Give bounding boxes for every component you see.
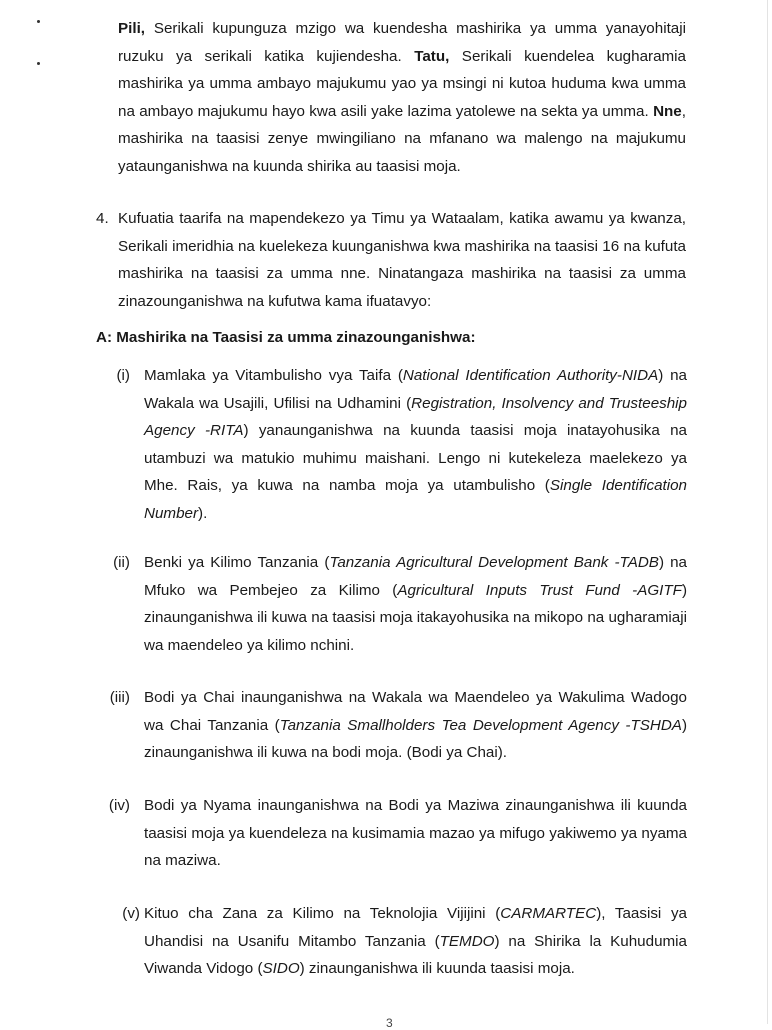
- item-label: (v): [122, 905, 140, 922]
- item-text: ) na Mfuko wa Pembejeo za Kilimo (: [144, 554, 688, 599]
- intro-text-2: Serikali kuendelea kugharamia mashirika ya umma ambayo majukumu yao ya msingi ni kutoa huduma kwa umma na ambayo majukumu hayo kwa asili yake lazima yatolewe na sekta ya umma.: [118, 47, 686, 120]
- item-text: Benki ya Kilimo Tanzania (: [144, 554, 330, 571]
- item-text: Bodi ya Nyama inaunganishwa na Bodi ya Maziwa zinaunganishwa ili kuunda taasisi moja ya kuendeleza na kusimamia mazao ya mifugo yakiwemo ya nyama na maziwa.: [144, 797, 687, 870]
- item-english-term: SIDO: [262, 960, 300, 978]
- intro-text-1: Serikali kupunguza mzigo wa kuendesha mashirika ya umma yanayohitaji ruzuku ya serikali katika kujiendesha.: [118, 20, 686, 65]
- scan-speck: [37, 20, 40, 23]
- item-english-term: Tanzania Agricultural Development Bank -TADB: [329, 554, 659, 571]
- list-item: [144, 684, 687, 767]
- intro-paragraph: [118, 15, 686, 181]
- item-label: (ii): [113, 554, 130, 571]
- list-item: [144, 549, 687, 659]
- item-english-term: CARMARTEC: [500, 905, 597, 922]
- page-edge: [767, 0, 768, 1024]
- lead-tatu: Tatu,: [414, 47, 450, 65]
- section-heading: A: Mashirika na Taasisi za umma zinazounganishwa:: [96, 329, 476, 346]
- item-text: ) zinaunganishwa ili kuwa na bodi moja. (Bodi ya Chai).: [144, 716, 688, 762]
- item-english-term: Single Identification Number: [144, 477, 688, 522]
- lead-nne: Nne: [653, 102, 682, 120]
- scan-speck: [37, 62, 40, 65]
- item-english-term: Registration, Insolvency and Trusteeship Agency -RITA: [144, 394, 688, 440]
- list-item: [144, 900, 687, 983]
- list-item: [144, 792, 687, 875]
- item-text: ) zinaunganishwa ili kuunda taasisi moja.: [299, 960, 575, 978]
- paragraph-4: Kufuatia taarifa na mapendekezo ya Timu ya Wataalam, katika awamu ya kwanza, Serikali imeridhia na kuelekeza kuunganishwa kwa mashirika na taasisi 16 na kufuta mashirika na taasisi za umma nne. Ninatangaza mashirika na taasisi za umma zinazounganishwa na kufutwa kama ifuatavyo:: [118, 210, 686, 310]
- page-number: 3: [386, 1016, 393, 1030]
- item-english-term: National Identification Authority-NIDA: [402, 367, 659, 384]
- item-text: ) na Wakala wa Usajili, Ufilisi na Udhamini (: [144, 367, 687, 412]
- item-text: ), Taasisi ya Uhandisi na Usanifu Mitambo Tanzania (: [144, 905, 687, 950]
- item-english-term: Tanzania Smallholders Tea Development Agency -TSHDA: [279, 716, 682, 734]
- item-text: ).: [198, 504, 208, 522]
- intro-text-3: , mashirika na taasisi zenye mwingiliano na mfanano wa malengo na majukumu yataunganishwa na kuunda shirika au taasisi moja.: [118, 102, 686, 175]
- paragraph-number: 4.: [96, 210, 109, 227]
- item-label: (iii): [109, 689, 130, 706]
- item-english-term: TEMDO: [439, 932, 495, 950]
- item-text: Mamlaka ya Vitambulisho vya Taifa (: [144, 367, 403, 384]
- item-label: (iv): [108, 797, 130, 814]
- lead-pili: Pili,: [118, 20, 146, 37]
- item-text: Kituo cha Zana za Kilimo na Teknolojia Vijijini (: [144, 905, 501, 922]
- list-item: [144, 362, 687, 528]
- item-english-term: Agricultural Inputs Trust Fund -AGITF: [397, 581, 682, 599]
- item-text: ) yanaunganishwa na kuunda taasisi moja inatayohusika na utambuzi wa matukio muhimu maishani. Lengo ni kutekeleza maelekezo ya Mhe. Rais, ya kuwa na namba moja ya utambulisho (: [144, 422, 688, 495]
- item-label: (i): [116, 367, 130, 384]
- item-text: ) na Shirika la Kuhudumia Viwanda Vidogo (: [144, 932, 687, 978]
- item-text: ) zinaunganishwa ili kuwa na taasisi moja itakayohusika na mikopo na ugharamiaji wa maendeleo ya kilimo nchini.: [144, 581, 687, 654]
- item-text: Bodi ya Chai inaunganishwa na Wakala wa Maendeleo ya Wakulima Wadogo wa Chai Tanzania (: [144, 689, 687, 734]
